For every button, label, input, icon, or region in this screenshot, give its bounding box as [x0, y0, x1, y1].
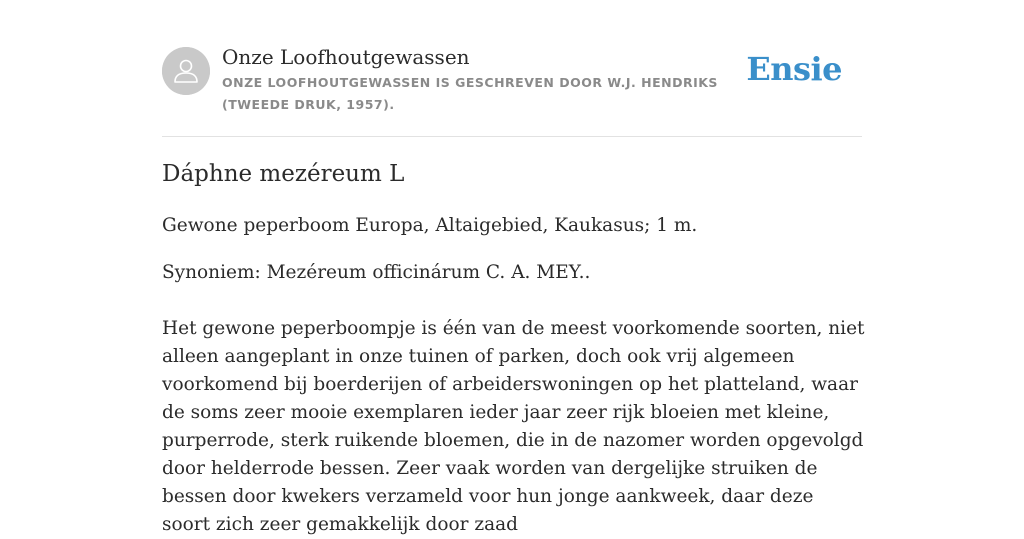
publication-subtitle: ONZE LOOFHOUTGEWASSEN IS GESCHREVEN DOOR W.J. HENDRIKS (TWEEDE DRUK, 1957). — [222, 75, 718, 112]
user-icon-graphic — [162, 47, 210, 95]
article-line-common-name: Gewone peperboom Europa, Altaigebied, Kaukasus; 1 m. — [162, 215, 698, 236]
article-content — [162, 158, 872, 535]
brand-logo[interactable]: Ensie — [746, 50, 842, 88]
article-body: Het gewone peperboompje is één van de meest voorkomende soorten, niet alleen aangeplant in onze tuinen of parken, doch ook vrij algemeen voorkomend bij boerderijen of arbeiderswoningen op het platteland, waar de soms zeer mooie exemplaren ieder jaar zeer rijk bloeien met kleine, purperrode, sterk ruikende bloemen, die in de nazomer worden opgevolgd door helderrode bessen. Zeer vaak worden van dergelijke struiken de bessen door kwekers verzameld voor hun jonge aankweek, daar deze soort zich zeer gemakkelijk door zaad — [162, 318, 865, 535]
article-title: Dáphne mezéreum L — [162, 161, 405, 187]
user-icon — [162, 47, 210, 95]
publication-header — [162, 44, 862, 137]
article-line-synonym: Synoniem: Mezéreum officinárum C. A. MEY.. — [162, 262, 591, 283]
publication-title[interactable]: Onze Loofhoutgewassen — [222, 45, 470, 69]
